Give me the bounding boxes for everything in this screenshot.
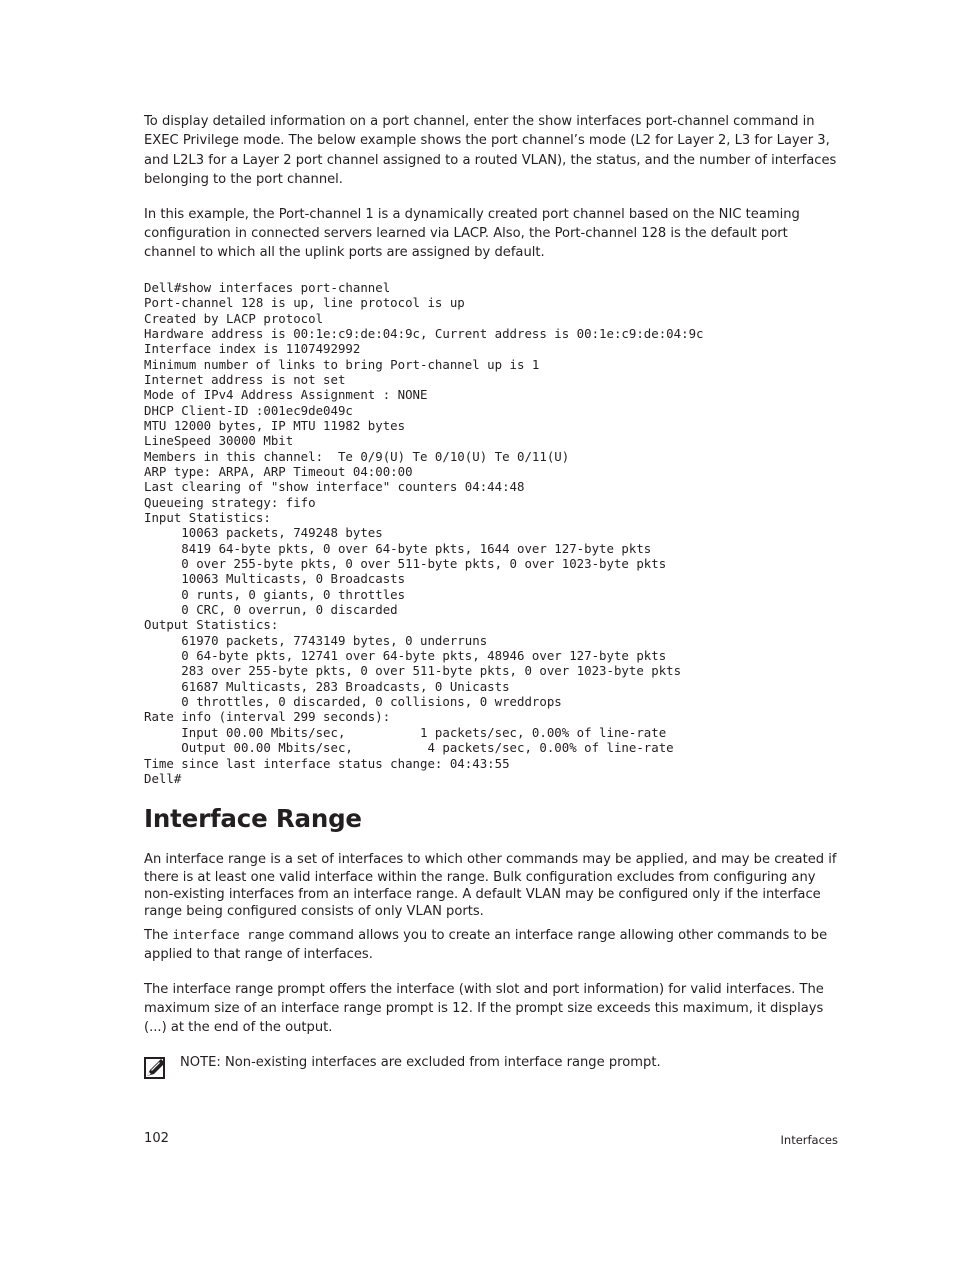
paragraph-2-suffix: command allows you to create an interface range allowing other commands to be applied to that range of interfaces. [144, 927, 828, 963]
note-text [180, 1053, 661, 1072]
note-pencil-icon [144, 1056, 166, 1080]
code-line: Dell# [144, 770, 182, 786]
note-body: Non-existing interfaces are excluded from interface range prompt. [220, 1055, 661, 1070]
code-line: Output Statistics: [144, 617, 279, 633]
code-line: 10063 packets, 749248 bytes [144, 525, 383, 541]
section-heading: Interface Range [144, 804, 362, 834]
section-paragraph-3: The interface range prompt offers the interface (with slot and port information) for valid interfaces. The maximum size of an interface range prompt is 12. If the prompt size exceeds this maximum, it displays (...) at the end of the output. [144, 981, 824, 1036]
code-line: Interface index is 1107492992 [144, 341, 361, 357]
code-line: 8419 64-byte pkts, 0 over 64-byte pkts, 1644 over 127-byte pkts [144, 540, 652, 556]
page-number: 102 [144, 1131, 169, 1146]
code-line: Input 00.00 Mbits/sec, 1 packets/sec, 0.00% of line-rate [144, 724, 667, 740]
code-line: Input Statistics: [144, 510, 271, 525]
note-label: NOTE: [180, 1055, 221, 1070]
code-line: Time since last interface status change: 04:43:55 [144, 755, 510, 771]
code-line: 0 throttles, 0 discarded, 0 collisions, 0 wreddrops [144, 694, 562, 710]
code-line: LineSpeed 30000 Mbit [144, 433, 294, 449]
section-paragraph-1: An interface range is a set of interfaces to which other commands may be applied, and may be created if there is at least one valid interface within the range. Bulk configuration excludes from configuring any non-existing interfaces from an interface range. A default VLAN may be configured only if the interface range being configured consists of only VLAN ports. [144, 852, 837, 920]
code-line: 0 runts, 0 giants, 0 throttles [144, 586, 406, 602]
code-line: Last clearing of "show interface" counters 04:44:48 [144, 479, 525, 495]
code-line: 61687 Multicasts, 283 Broadcasts, 0 Unicasts [144, 678, 510, 694]
code-line: 0 CRC, 0 overrun, 0 discarded [144, 602, 398, 618]
code-line: Created by LACP protocol [144, 310, 324, 326]
section-paragraph-2 [144, 925, 840, 965]
code-line: Hardware address is 00:1e:c9:de:04:9c, Current address is 00:1e:c9:de:04:9c [144, 325, 704, 341]
code-line: 283 over 255-byte pkts, 0 over 511-byte pkts, 0 over 1023-byte pkts [144, 663, 682, 679]
code-line: Port-channel 128 is up, line protocol is up [144, 295, 465, 311]
code-line: ARP type: ARPA, ARP Timeout 04:00:00 [144, 463, 413, 479]
code-line: Internet address is not set [144, 371, 346, 387]
footer-chapter: Interfaces [780, 1133, 838, 1147]
code-line: 10063 Multicasts, 0 Broadcasts [144, 571, 406, 587]
code-line: Rate info (interval 299 seconds): [144, 709, 391, 725]
intro-paragraph-2: In this example, the Port-channel 1 is a dynamically created port channel based on the NIC teaming configuration in connected servers learned via LACP. Also, the Port-channel 128 is the default port channel to which all the uplink ports are assigned by default. [144, 206, 800, 261]
code-line: Minimum number of links to bring Port-channel up is 1 [144, 356, 540, 372]
code-line: 61970 packets, 7743149 bytes, 0 underruns [144, 632, 488, 648]
code-line: Queueing strategy: fifo [144, 494, 316, 510]
paragraph-2-prefix: The [144, 927, 173, 943]
inline-code-interface-range: interface range [172, 926, 285, 942]
code-block [144, 280, 840, 786]
code-line: DHCP Client-ID :001ec9de049c [144, 402, 353, 418]
code-line: 0 over 255-byte pkts, 0 over 511-byte pkts, 0 over 1023-byte pkts [144, 556, 667, 572]
code-line: Mode of IPv4 Address Assignment : NONE [144, 387, 428, 403]
code-line: 0 64-byte pkts, 12741 over 64-byte pkts, 48946 over 127-byte pkts [144, 648, 667, 664]
code-line: Members in this channel: Te 0/9(U) Te 0/10(U) Te 0/11(U) [144, 448, 570, 464]
note-box [144, 1053, 844, 1080]
page-content [144, 112, 840, 1038]
code-line: Output 00.00 Mbits/sec, 4 packets/sec, 0.00% of line-rate [144, 740, 674, 756]
intro-paragraph-1: To display detailed information on a port channel, enter the show interfaces port-channel command in EXEC Privilege mode. The below example shows the port channel’s mode (L2 for Layer 2, L3 for Layer 3, and L2L3 for a Layer 2 port channel assigned to a routed VLAN), the status, and the number of interfaces belonging to the port channel. [144, 114, 837, 188]
code-line: MTU 12000 bytes, IP MTU 11982 bytes [144, 417, 406, 433]
code-line: Dell#show interfaces port-channel [144, 279, 391, 295]
